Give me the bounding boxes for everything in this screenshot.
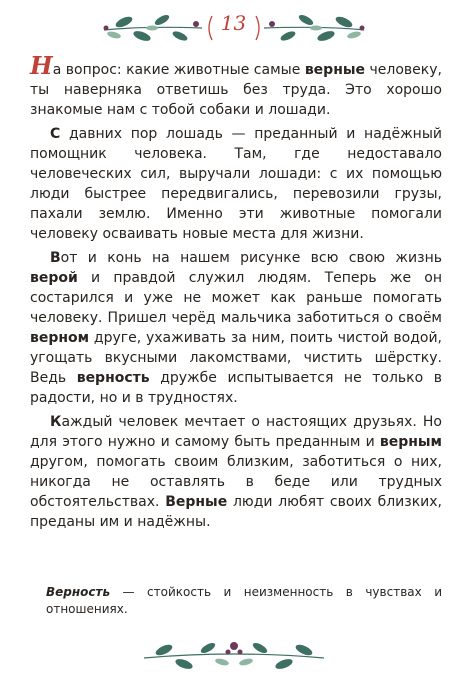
- text-run: другом, помогать своим близким, заботиться о них, никогда не оставлять в беде или трудных обстоятельствах.: [30, 454, 442, 510]
- paragraph-3: [30, 248, 442, 408]
- definition-text: — стойкость и неизменность в чувствах и отношениях.: [46, 585, 442, 616]
- page-number: 13: [220, 11, 247, 35]
- lead-letter: С: [50, 126, 61, 142]
- definition-term: Верность: [46, 585, 111, 599]
- highlighted-word: верность: [76, 370, 150, 386]
- leaf-sprig-ornament-icon: [134, 632, 334, 676]
- highlighted-word: верным: [379, 434, 442, 450]
- highlighted-word: верой: [30, 270, 78, 286]
- lead-letter: В: [50, 250, 61, 266]
- main-text: [30, 51, 442, 536]
- lead-letter: К: [50, 414, 62, 430]
- highlighted-word: верном: [30, 330, 90, 346]
- definition-note: [46, 584, 442, 618]
- text-run: друге, ухаживать за ним, поить чистой водой, угощать вкусными лакомствами, чистить шёрстку. Ведь: [30, 330, 442, 386]
- text-run: люди любят своих близких, преданы им и надёжны.: [30, 494, 442, 530]
- paragraph-1: [30, 51, 442, 120]
- drop-cap-letter: Н: [30, 51, 53, 80]
- footer-ornament: [0, 632, 467, 676]
- text-run: а вопрос: какие животные самые: [52, 62, 305, 78]
- text-run: и правдой служил людям. Теперь же он состарился и уже не может как раньше помогать человеку. Пришел черёд мальчика заботиться о своём: [30, 270, 442, 326]
- text-run: аждый человек мечтает о настоящих друзьях. Но для этого нужно и самому быть преданным и: [30, 414, 442, 450]
- paragraph-2: [30, 124, 442, 244]
- text-run: от и конь на нашем рисунке всю свою жизнь: [60, 250, 442, 266]
- paragraph-4: [30, 412, 442, 532]
- highlighted-word: Верные: [165, 494, 228, 510]
- text-run: давних пор лошадь — преданный и надёжный помощник человека. Там, где недоставало человеческих сил, выручали лошади: с их помощью люди быстрее передвигались, перевозили грузы, пахали землю. Именно эти животные помогали человеку осваивать новые места для жизни.: [30, 126, 442, 242]
- text-run: человеку, ты наверняка ответишь без труда. Это хорошо знакомые нам с тобой собаки и лошади.: [30, 62, 442, 118]
- highlighted-word: верные: [304, 62, 366, 78]
- text-run: дружбе испытывается не только в радости, но и в трудностях.: [30, 370, 442, 406]
